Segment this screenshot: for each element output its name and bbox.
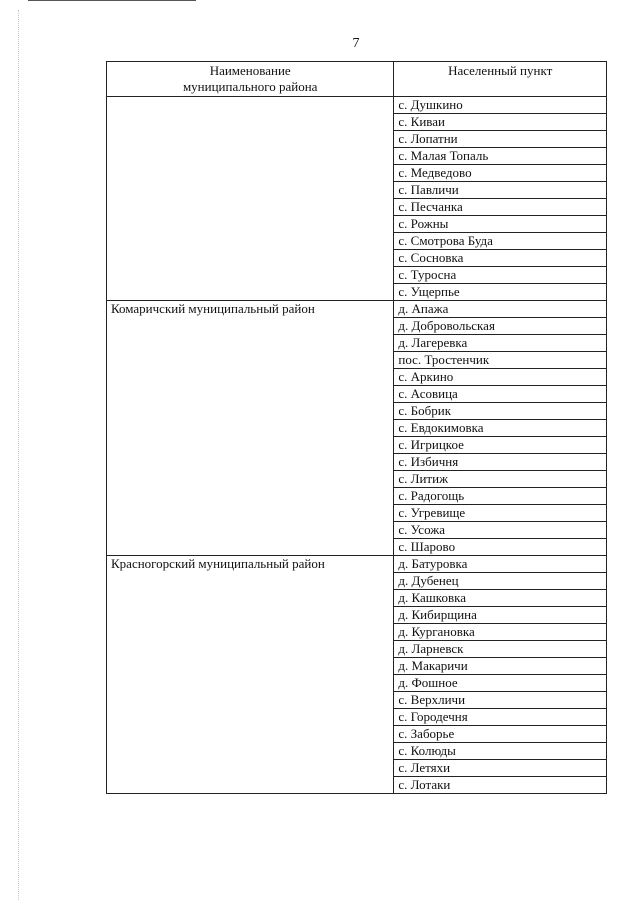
place-cell: с. Заборье: [394, 726, 607, 743]
table-header-row: [107, 62, 607, 97]
place-cell: с. Павличи: [394, 182, 607, 199]
place-cell: с. Душкино: [394, 97, 607, 114]
place-cell: с. Аркино: [394, 369, 607, 386]
place-cell: д. Батуровка: [394, 556, 607, 573]
place-cell: д. Кургановка: [394, 624, 607, 641]
table-row: [107, 97, 607, 114]
place-cell: д. Апажа: [394, 301, 607, 318]
place-cell: с. Малая Топаль: [394, 148, 607, 165]
place-cell: д. Макаричи: [394, 658, 607, 675]
place-cell: с. Ущерпье: [394, 284, 607, 301]
place-cell: д. Фошное: [394, 675, 607, 692]
place-cell: с. Смотрова Буда: [394, 233, 607, 250]
top-rule: [28, 0, 196, 1]
place-cell: с. Туросна: [394, 267, 607, 284]
place-cell: с. Медведово: [394, 165, 607, 182]
district-column-header: [107, 62, 394, 97]
place-cell: с. Рожны: [394, 216, 607, 233]
place-cell: д. Добровольская: [394, 318, 607, 335]
margin-dotted-line: [18, 10, 19, 900]
place-cell: с. Угревище: [394, 505, 607, 522]
place-cell: с. Песчанка: [394, 199, 607, 216]
place-cell: с. Радогощь: [394, 488, 607, 505]
table-body: [107, 97, 607, 794]
page-number: 7: [352, 36, 360, 51]
place-cell: д. Ларневск: [394, 641, 607, 658]
territories-table: [106, 61, 607, 794]
place-cell: с. Усожа: [394, 522, 607, 539]
place-cell: с. Литиж: [394, 471, 607, 488]
place-cell: с. Верхличи: [394, 692, 607, 709]
table-row: [107, 301, 607, 318]
district-header-line2: муниципального района: [182, 79, 318, 94]
place-cell: с. Сосновка: [394, 250, 607, 267]
district-cell: Красногорский муниципальный район: [107, 556, 394, 794]
district-header-line1: Наименование: [209, 63, 291, 78]
place-cell: с. Избичня: [394, 454, 607, 471]
table-row: [107, 556, 607, 573]
place-cell: с. Городечня: [394, 709, 607, 726]
place-cell: с. Летяхи: [394, 760, 607, 777]
place-cell: пос. Тростенчик: [394, 352, 607, 369]
place-cell: с. Лотаки: [394, 777, 607, 794]
place-cell: д. Кибирщина: [394, 607, 607, 624]
place-cell: с. Евдокимовка: [394, 420, 607, 437]
place-column-header: Населенный пункт: [394, 62, 607, 97]
district-cell: Комаричский муниципальный район: [107, 301, 394, 556]
place-cell: д. Дубенец: [394, 573, 607, 590]
place-cell: с. Бобрик: [394, 403, 607, 420]
place-cell: с. Киваи: [394, 114, 607, 131]
place-cell: д. Кашковка: [394, 590, 607, 607]
district-cell: [107, 97, 394, 301]
place-cell: с. Лопатни: [394, 131, 607, 148]
place-cell: с. Асовица: [394, 386, 607, 403]
place-cell: с. Игрицкое: [394, 437, 607, 454]
place-cell: д. Лагеревка: [394, 335, 607, 352]
place-cell: с. Шарово: [394, 539, 607, 556]
place-cell: с. Колюды: [394, 743, 607, 760]
